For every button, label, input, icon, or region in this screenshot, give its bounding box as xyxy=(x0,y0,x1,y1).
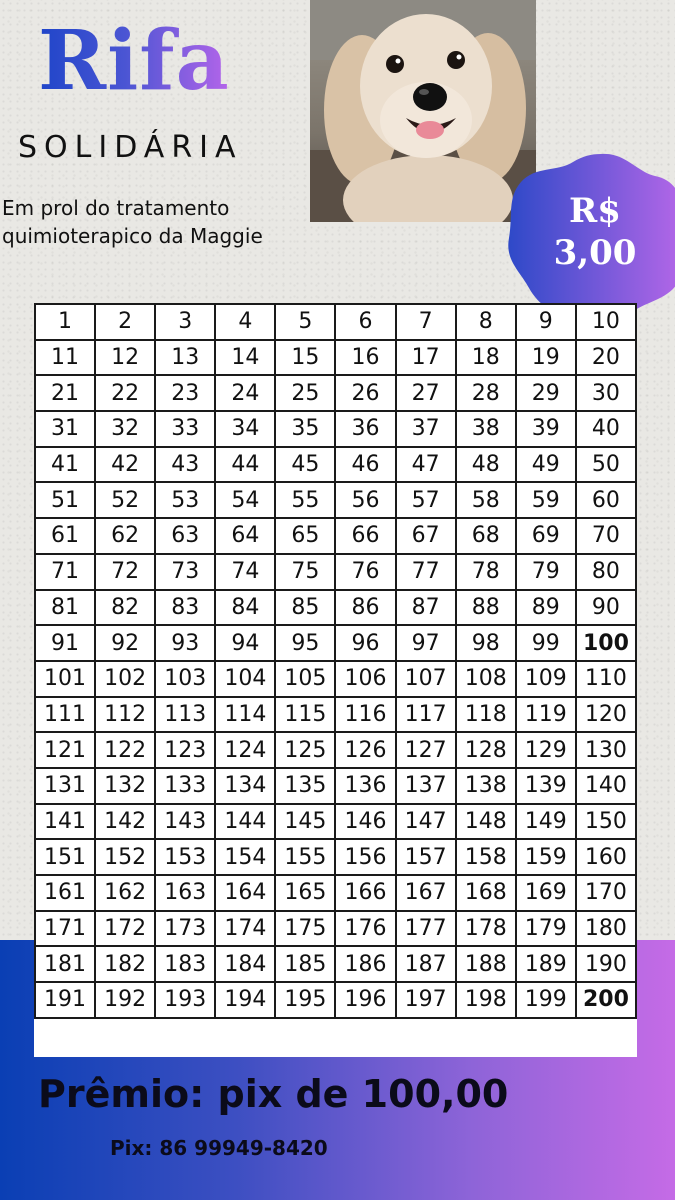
raffle-number-104[interactable]: 104 xyxy=(215,661,275,697)
raffle-number-19[interactable]: 19 xyxy=(516,340,576,376)
grid-row xyxy=(35,554,636,590)
raffle-number-115[interactable]: 115 xyxy=(275,697,335,733)
grid-row xyxy=(35,839,636,875)
raffle-number-39[interactable]: 39 xyxy=(516,411,576,447)
raffle-number-61[interactable]: 61 xyxy=(35,518,95,554)
grid-row xyxy=(35,518,636,554)
raffle-number-196[interactable]: 196 xyxy=(335,982,395,1018)
raffle-number-54[interactable]: 54 xyxy=(215,482,275,518)
grid-row xyxy=(35,304,636,340)
raffle-number-152[interactable]: 152 xyxy=(95,839,155,875)
raffle-number-102[interactable]: 102 xyxy=(95,661,155,697)
raffle-number-90[interactable]: 90 xyxy=(576,590,636,626)
raffle-number-163[interactable]: 163 xyxy=(155,875,215,911)
raffle-number-69[interactable]: 69 xyxy=(516,518,576,554)
raffle-number-139[interactable]: 139 xyxy=(516,768,576,804)
raffle-number-80[interactable]: 80 xyxy=(576,554,636,590)
raffle-number-183[interactable]: 183 xyxy=(155,946,215,982)
dog-icon xyxy=(310,0,536,222)
raffle-number-148[interactable]: 148 xyxy=(456,804,516,840)
raffle-number-112[interactable]: 112 xyxy=(95,697,155,733)
raffle-number-142[interactable]: 142 xyxy=(95,804,155,840)
raffle-number-88[interactable]: 88 xyxy=(456,590,516,626)
raffle-number-176[interactable]: 176 xyxy=(335,911,395,947)
raffle-number-111[interactable]: 111 xyxy=(35,697,95,733)
raffle-number-173[interactable]: 173 xyxy=(155,911,215,947)
raffle-number-110[interactable]: 110 xyxy=(576,661,636,697)
raffle-number-134[interactable]: 134 xyxy=(215,768,275,804)
price-badge xyxy=(505,150,675,320)
raffle-number-78[interactable]: 78 xyxy=(456,554,516,590)
raffle-number-124[interactable]: 124 xyxy=(215,732,275,768)
raffle-number-2[interactable]: 2 xyxy=(95,304,155,340)
raffle-number-98[interactable]: 98 xyxy=(456,625,516,661)
raffle-number-89[interactable]: 89 xyxy=(516,590,576,626)
price-currency: R$ xyxy=(569,191,621,231)
raffle-number-97[interactable]: 97 xyxy=(396,625,456,661)
grid-row xyxy=(35,946,636,982)
raffle-number-52[interactable]: 52 xyxy=(95,482,155,518)
raffle-number-131[interactable]: 131 xyxy=(35,768,95,804)
raffle-number-194[interactable]: 194 xyxy=(215,982,275,1018)
raffle-number-4[interactable]: 4 xyxy=(215,304,275,340)
grid-row xyxy=(35,732,636,768)
raffle-number-130[interactable]: 130 xyxy=(576,732,636,768)
raffle-number-34[interactable]: 34 xyxy=(215,411,275,447)
grid-row xyxy=(35,625,636,661)
raffle-number-177[interactable]: 177 xyxy=(396,911,456,947)
raffle-number-17[interactable]: 17 xyxy=(396,340,456,376)
raffle-number-20[interactable]: 20 xyxy=(576,340,636,376)
raffle-number-109[interactable]: 109 xyxy=(516,661,576,697)
raffle-number-93[interactable]: 93 xyxy=(155,625,215,661)
raffle-number-158[interactable]: 158 xyxy=(456,839,516,875)
raffle-number-13[interactable]: 13 xyxy=(155,340,215,376)
raffle-number-8[interactable]: 8 xyxy=(456,304,516,340)
raffle-number-147[interactable]: 147 xyxy=(396,804,456,840)
raffle-number-117[interactable]: 117 xyxy=(396,697,456,733)
purpose-line-2: quimioterapico da Maggie xyxy=(2,224,263,248)
raffle-number-49[interactable]: 49 xyxy=(516,447,576,483)
raffle-number-41[interactable]: 41 xyxy=(35,447,95,483)
raffle-number-151[interactable]: 151 xyxy=(35,839,95,875)
raffle-number-21[interactable]: 21 xyxy=(35,375,95,411)
raffle-number-48[interactable]: 48 xyxy=(456,447,516,483)
raffle-number-85[interactable]: 85 xyxy=(275,590,335,626)
raffle-number-87[interactable]: 87 xyxy=(396,590,456,626)
raffle-number-60[interactable]: 60 xyxy=(576,482,636,518)
raffle-number-72[interactable]: 72 xyxy=(95,554,155,590)
grid-row xyxy=(35,804,636,840)
purpose-line-1: Em prol do tratamento xyxy=(2,196,230,220)
raffle-number-120[interactable]: 120 xyxy=(576,697,636,733)
raffle-number-6[interactable]: 6 xyxy=(335,304,395,340)
raffle-number-133[interactable]: 133 xyxy=(155,768,215,804)
raffle-number-154[interactable]: 154 xyxy=(215,839,275,875)
raffle-number-35[interactable]: 35 xyxy=(275,411,335,447)
dog-photo xyxy=(310,0,536,222)
grid-row xyxy=(35,482,636,518)
raffle-number-96[interactable]: 96 xyxy=(335,625,395,661)
raffle-number-184[interactable]: 184 xyxy=(215,946,275,982)
raffle-number-12[interactable]: 12 xyxy=(95,340,155,376)
raffle-number-10[interactable]: 10 xyxy=(576,304,636,340)
raffle-number-106[interactable]: 106 xyxy=(335,661,395,697)
raffle-number-167[interactable]: 167 xyxy=(396,875,456,911)
raffle-number-59[interactable]: 59 xyxy=(516,482,576,518)
raffle-number-36[interactable]: 36 xyxy=(335,411,395,447)
raffle-number-190[interactable]: 190 xyxy=(576,946,636,982)
raffle-number-193[interactable]: 193 xyxy=(155,982,215,1018)
raffle-number-127[interactable]: 127 xyxy=(396,732,456,768)
raffle-number-129[interactable]: 129 xyxy=(516,732,576,768)
raffle-number-169[interactable]: 169 xyxy=(516,875,576,911)
raffle-number-135[interactable]: 135 xyxy=(275,768,335,804)
raffle-number-197[interactable]: 197 xyxy=(396,982,456,1018)
raffle-number-132[interactable]: 132 xyxy=(95,768,155,804)
grid-row xyxy=(35,340,636,376)
raffle-number-187[interactable]: 187 xyxy=(396,946,456,982)
raffle-number-179[interactable]: 179 xyxy=(516,911,576,947)
raffle-number-3[interactable]: 3 xyxy=(155,304,215,340)
raffle-number-138[interactable]: 138 xyxy=(456,768,516,804)
grid-row xyxy=(35,875,636,911)
raffle-number-146[interactable]: 146 xyxy=(335,804,395,840)
price-text xyxy=(505,190,675,274)
raffle-number-7[interactable]: 7 xyxy=(396,304,456,340)
raffle-number-149[interactable]: 149 xyxy=(516,804,576,840)
raffle-number-66[interactable]: 66 xyxy=(335,518,395,554)
grid-row xyxy=(35,590,636,626)
raffle-number-26[interactable]: 26 xyxy=(335,375,395,411)
raffle-number-185[interactable]: 185 xyxy=(275,946,335,982)
raffle-number-128[interactable]: 128 xyxy=(456,732,516,768)
raffle-number-166[interactable]: 166 xyxy=(335,875,395,911)
raffle-number-165[interactable]: 165 xyxy=(275,875,335,911)
raffle-number-122[interactable]: 122 xyxy=(95,732,155,768)
raffle-number-79[interactable]: 79 xyxy=(516,554,576,590)
raffle-number-43[interactable]: 43 xyxy=(155,447,215,483)
raffle-number-24[interactable]: 24 xyxy=(215,375,275,411)
raffle-number-77[interactable]: 77 xyxy=(396,554,456,590)
raffle-number-159[interactable]: 159 xyxy=(516,839,576,875)
raffle-number-55[interactable]: 55 xyxy=(275,482,335,518)
raffle-number-195[interactable]: 195 xyxy=(275,982,335,1018)
raffle-number-76[interactable]: 76 xyxy=(335,554,395,590)
prize-text: Prêmio: pix de 100,00 xyxy=(38,1072,509,1116)
raffle-number-188[interactable]: 188 xyxy=(456,946,516,982)
raffle-number-178[interactable]: 178 xyxy=(456,911,516,947)
raffle-number-198[interactable]: 198 xyxy=(456,982,516,1018)
raffle-number-68[interactable]: 68 xyxy=(456,518,516,554)
raffle-number-181[interactable]: 181 xyxy=(35,946,95,982)
raffle-number-100[interactable]: 100 xyxy=(576,625,636,661)
raffle-number-123[interactable]: 123 xyxy=(155,732,215,768)
raffle-number-75[interactable]: 75 xyxy=(275,554,335,590)
raffle-number-45[interactable]: 45 xyxy=(275,447,335,483)
raffle-number-155[interactable]: 155 xyxy=(275,839,335,875)
raffle-number-145[interactable]: 145 xyxy=(275,804,335,840)
raffle-number-31[interactable]: 31 xyxy=(35,411,95,447)
grid-row xyxy=(35,911,636,947)
raffle-number-153[interactable]: 153 xyxy=(155,839,215,875)
raffle-number-103[interactable]: 103 xyxy=(155,661,215,697)
raffle-number-192[interactable]: 192 xyxy=(95,982,155,1018)
raffle-number-47[interactable]: 47 xyxy=(396,447,456,483)
raffle-number-119[interactable]: 119 xyxy=(516,697,576,733)
grid-row xyxy=(35,982,636,1018)
raffle-number-16[interactable]: 16 xyxy=(335,340,395,376)
raffle-number-30[interactable]: 30 xyxy=(576,375,636,411)
raffle-number-114[interactable]: 114 xyxy=(215,697,275,733)
raffle-number-144[interactable]: 144 xyxy=(215,804,275,840)
raffle-number-22[interactable]: 22 xyxy=(95,375,155,411)
raffle-number-156[interactable]: 156 xyxy=(335,839,395,875)
raffle-number-51[interactable]: 51 xyxy=(35,482,95,518)
raffle-number-161[interactable]: 161 xyxy=(35,875,95,911)
raffle-number-140[interactable]: 140 xyxy=(576,768,636,804)
raffle-number-157[interactable]: 157 xyxy=(396,839,456,875)
grid-row xyxy=(35,661,636,697)
raffle-number-29[interactable]: 29 xyxy=(516,375,576,411)
raffle-number-99[interactable]: 99 xyxy=(516,625,576,661)
raffle-number-126[interactable]: 126 xyxy=(335,732,395,768)
raffle-number-162[interactable]: 162 xyxy=(95,875,155,911)
raffle-number-67[interactable]: 67 xyxy=(396,518,456,554)
raffle-number-33[interactable]: 33 xyxy=(155,411,215,447)
raffle-number-70[interactable]: 70 xyxy=(576,518,636,554)
raffle-number-136[interactable]: 136 xyxy=(335,768,395,804)
raffle-number-18[interactable]: 18 xyxy=(456,340,516,376)
raffle-number-121[interactable]: 121 xyxy=(35,732,95,768)
raffle-number-28[interactable]: 28 xyxy=(456,375,516,411)
grid-row xyxy=(35,411,636,447)
raffle-number-186[interactable]: 186 xyxy=(335,946,395,982)
raffle-number-107[interactable]: 107 xyxy=(396,661,456,697)
raffle-number-116[interactable]: 116 xyxy=(335,697,395,733)
raffle-number-105[interactable]: 105 xyxy=(275,661,335,697)
raffle-number-108[interactable]: 108 xyxy=(456,661,516,697)
price-amount: 3,00 xyxy=(553,233,637,273)
raffle-number-171[interactable]: 171 xyxy=(35,911,95,947)
raffle-number-25[interactable]: 25 xyxy=(275,375,335,411)
raffle-number-160[interactable]: 160 xyxy=(576,839,636,875)
raffle-number-91[interactable]: 91 xyxy=(35,625,95,661)
raffle-number-27[interactable]: 27 xyxy=(396,375,456,411)
raffle-number-37[interactable]: 37 xyxy=(396,411,456,447)
raffle-number-101[interactable]: 101 xyxy=(35,661,95,697)
raffle-number-170[interactable]: 170 xyxy=(576,875,636,911)
raffle-number-92[interactable]: 92 xyxy=(95,625,155,661)
grid-row xyxy=(35,447,636,483)
pix-key: Pix: 86 99949-8420 xyxy=(110,1136,328,1160)
raffle-number-71[interactable]: 71 xyxy=(35,554,95,590)
grid-row xyxy=(35,768,636,804)
raffle-number-94[interactable]: 94 xyxy=(215,625,275,661)
raffle-number-63[interactable]: 63 xyxy=(155,518,215,554)
raffle-number-64[interactable]: 64 xyxy=(215,518,275,554)
number-grid xyxy=(34,303,637,1057)
raffle-number-82[interactable]: 82 xyxy=(95,590,155,626)
raffle-number-38[interactable]: 38 xyxy=(456,411,516,447)
raffle-number-83[interactable]: 83 xyxy=(155,590,215,626)
raffle-title: Rifa xyxy=(38,13,230,109)
raffle-number-125[interactable]: 125 xyxy=(275,732,335,768)
raffle-number-23[interactable]: 23 xyxy=(155,375,215,411)
raffle-number-141[interactable]: 141 xyxy=(35,804,95,840)
raffle-number-174[interactable]: 174 xyxy=(215,911,275,947)
raffle-number-42[interactable]: 42 xyxy=(95,447,155,483)
grid-row xyxy=(35,375,636,411)
grid-row xyxy=(35,697,636,733)
raffle-number-113[interactable]: 113 xyxy=(155,697,215,733)
raffle-number-150[interactable]: 150 xyxy=(576,804,636,840)
raffle-number-14[interactable]: 14 xyxy=(215,340,275,376)
raffle-number-180[interactable]: 180 xyxy=(576,911,636,947)
raffle-number-84[interactable]: 84 xyxy=(215,590,275,626)
raffle-number-137[interactable]: 137 xyxy=(396,768,456,804)
raffle-number-40[interactable]: 40 xyxy=(576,411,636,447)
raffle-number-86[interactable]: 86 xyxy=(335,590,395,626)
raffle-number-11[interactable]: 11 xyxy=(35,340,95,376)
raffle-number-53[interactable]: 53 xyxy=(155,482,215,518)
raffle-number-32[interactable]: 32 xyxy=(95,411,155,447)
raffle-subtitle: SOLIDÁRIA xyxy=(18,130,243,165)
raffle-number-58[interactable]: 58 xyxy=(456,482,516,518)
purpose-text xyxy=(2,194,342,250)
raffle-number-57[interactable]: 57 xyxy=(396,482,456,518)
raffle-number-1[interactable]: 1 xyxy=(35,304,95,340)
raffle-number-118[interactable]: 118 xyxy=(456,697,516,733)
raffle-number-15[interactable]: 15 xyxy=(275,340,335,376)
raffle-number-200[interactable]: 200 xyxy=(576,982,636,1018)
raffle-number-95[interactable]: 95 xyxy=(275,625,335,661)
raffle-number-164[interactable]: 164 xyxy=(215,875,275,911)
raffle-number-50[interactable]: 50 xyxy=(576,447,636,483)
raffle-number-56[interactable]: 56 xyxy=(335,482,395,518)
raffle-number-9[interactable]: 9 xyxy=(516,304,576,340)
raffle-number-44[interactable]: 44 xyxy=(215,447,275,483)
raffle-number-191[interactable]: 191 xyxy=(35,982,95,1018)
raffle-number-182[interactable]: 182 xyxy=(95,946,155,982)
raffle-number-65[interactable]: 65 xyxy=(275,518,335,554)
raffle-number-73[interactable]: 73 xyxy=(155,554,215,590)
raffle-number-168[interactable]: 168 xyxy=(456,875,516,911)
raffle-number-46[interactable]: 46 xyxy=(335,447,395,483)
raffle-number-172[interactable]: 172 xyxy=(95,911,155,947)
raffle-number-5[interactable]: 5 xyxy=(275,304,335,340)
raffle-number-189[interactable]: 189 xyxy=(516,946,576,982)
raffle-number-199[interactable]: 199 xyxy=(516,982,576,1018)
number-table xyxy=(34,303,637,1019)
raffle-number-74[interactable]: 74 xyxy=(215,554,275,590)
raffle-number-81[interactable]: 81 xyxy=(35,590,95,626)
raffle-number-175[interactable]: 175 xyxy=(275,911,335,947)
raffle-number-143[interactable]: 143 xyxy=(155,804,215,840)
raffle-number-62[interactable]: 62 xyxy=(95,518,155,554)
